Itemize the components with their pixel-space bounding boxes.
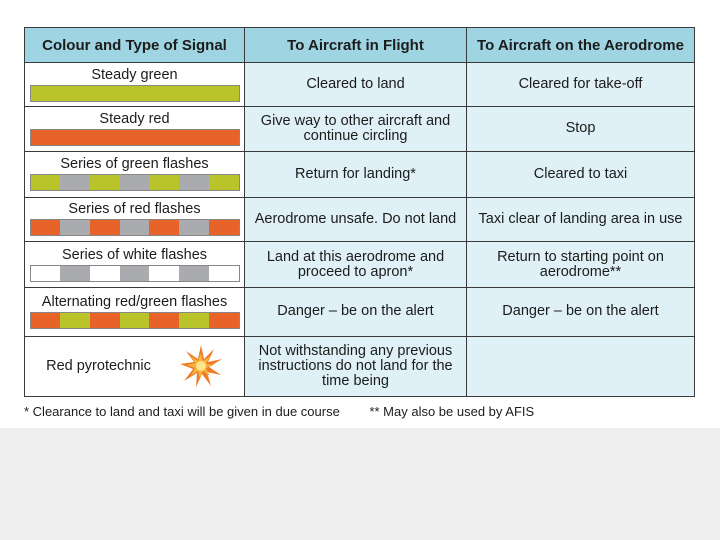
signal-segment-white: [209, 266, 239, 281]
table-row: [25, 336, 695, 396]
signal-cell: [25, 197, 245, 241]
signal-segment-white: [149, 266, 179, 281]
signal-segment-green: [31, 175, 61, 190]
signal-colour-bar: [30, 174, 240, 191]
table-row: [25, 242, 695, 288]
signal-segment-red: [31, 220, 61, 235]
signal-segment-grey: [120, 175, 150, 190]
page-bottom-band: [0, 428, 720, 540]
signal-cell: [25, 107, 245, 151]
signal-cell: [25, 336, 245, 396]
signal-segment-white: [31, 266, 61, 281]
signal-segment-grey: [120, 220, 150, 235]
signal-label: Alternating red/green flashes: [41, 293, 228, 310]
light-signals-table: [24, 27, 695, 397]
in-flight-cell: Return for landing*: [245, 151, 467, 197]
signal-segment-green: [90, 175, 120, 190]
signal-segment-grey: [60, 220, 90, 235]
signal-segment-green: [209, 175, 239, 190]
footnotes: [24, 404, 694, 419]
signal-segment-red: [31, 313, 61, 328]
signal-label: Steady red: [99, 110, 170, 127]
signal-segment-grey: [60, 266, 90, 281]
signal-segment-red: [209, 313, 239, 328]
signal-cell: [25, 63, 245, 107]
signal-colour-bar: [30, 312, 240, 329]
on-aerodrome-cell: [467, 336, 695, 396]
on-aerodrome-cell: Return to starting point on aerodrome**: [467, 242, 695, 288]
on-aerodrome-cell: Taxi clear of landing area in use: [467, 197, 695, 241]
starburst-icon: [179, 344, 223, 388]
in-flight-cell: Cleared to land: [245, 63, 467, 107]
footnote-afis: ** May also be used by AFIS: [369, 404, 535, 419]
table-row: [25, 63, 695, 107]
in-flight-cell: Aerodrome unsafe. Do not land: [245, 197, 467, 241]
on-aerodrome-cell: Cleared for take-off: [467, 63, 695, 107]
signal-colour-bar: [30, 85, 240, 102]
signal-segment-red: [90, 313, 120, 328]
signal-label: Series of red flashes: [68, 201, 201, 218]
signal-cell: [25, 151, 245, 197]
in-flight-cell: Land at this aerodrome and proceed to apron*: [245, 242, 467, 288]
signal-segment-green: [149, 175, 179, 190]
signal-segment-green: [60, 313, 90, 328]
on-aerodrome-cell: Stop: [467, 107, 695, 151]
in-flight-cell: Give way to other aircraft and continue circling: [245, 107, 467, 151]
header-in-flight: To Aircraft in Flight: [245, 28, 467, 63]
signal-segment-green: [120, 313, 150, 328]
signal-segment-red: [149, 220, 179, 235]
signal-segment-white: [90, 266, 120, 281]
header-signal: Colour and Type of Signal: [25, 28, 245, 63]
signal-segment-red: [90, 220, 120, 235]
signal-segment-green: [31, 86, 239, 101]
signal-label: Series of green flashes: [60, 156, 209, 173]
in-flight-cell: Danger – be on the alert: [245, 288, 467, 336]
signal-cell: [25, 288, 245, 336]
signal-segment-grey: [60, 175, 90, 190]
signal-label: Series of white flashes: [61, 246, 208, 263]
table-row: [25, 197, 695, 241]
header-on-aerodrome: To Aircraft on the Aerodrome: [467, 28, 695, 63]
signal-colour-bar: [30, 265, 240, 282]
signal-segment-grey: [179, 220, 209, 235]
signal-segment-red: [149, 313, 179, 328]
table-row: [25, 151, 695, 197]
footnote-clearance: * Clearance to land and taxi will be given in due course: [24, 404, 340, 419]
signal-label: Red pyrotechnic: [46, 357, 151, 374]
signal-segment-grey: [179, 266, 209, 281]
in-flight-cell: Not withstanding any previous instructions do not land for the time being: [245, 336, 467, 396]
header-row: [25, 28, 695, 63]
signal-colour-bar: [30, 129, 240, 146]
signal-segment-red: [209, 220, 239, 235]
signal-segment-grey: [179, 175, 209, 190]
signal-segment-green: [179, 313, 209, 328]
on-aerodrome-cell: Danger – be on the alert: [467, 288, 695, 336]
table-row: [25, 288, 695, 336]
on-aerodrome-cell: Cleared to taxi: [467, 151, 695, 197]
signal-segment-grey: [120, 266, 150, 281]
signal-segment-red: [31, 130, 239, 145]
table-row: [25, 107, 695, 151]
signal-colour-bar: [30, 219, 240, 236]
signal-label: Steady green: [91, 66, 178, 83]
signal-cell: [25, 242, 245, 288]
